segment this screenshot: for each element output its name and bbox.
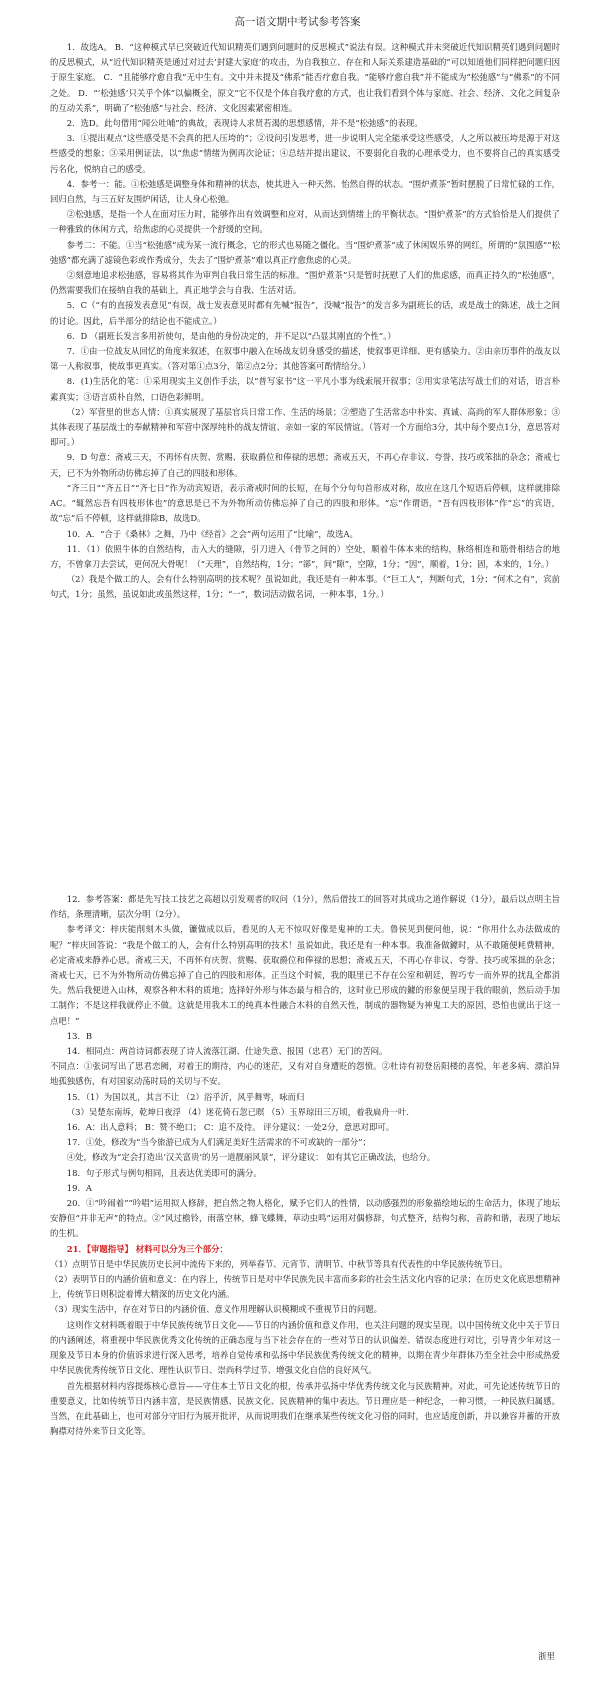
- answer-4d: ②刻意地追求松弛感，容易将其作为审判自我日常生活的标准。“围炉煮茶”只是暂时抚慰了人们的焦虑感，而真正持久的“松弛感”，仍然需要我们在接纳自我的基础上，真正地学会与自我、生活对话。: [50, 270, 560, 296]
- page-footer: 浙里: [537, 1652, 555, 1662]
- answer-18: 18．句子形式与例句相同，且表达优美即可的满分。: [66, 1167, 262, 1178]
- answer-4c: 参考二：不能。①当“松弛感”成为某一流行概念，它的形式也易随之僵化。当“围炉煮茶”成了休闲娱乐界的网红，所谓的“氛围感”“松弛感”都充满了滤镜色彩或作秀成分，失去了“围炉煮茶”难以真正疗愈焦虑的心灵。: [50, 239, 560, 265]
- answer-4a: 4．参考一：能。①松弛感是调整身体和精神的状态，使其进入一种天然、怡然自得的状态。“围炉煮茶”暂时摆脱了日常忙碌的工作，回归自然，与三五好友围炉闲话，让人身心松弛。: [50, 178, 560, 205]
- answer-9b: “齐三日”“齐五日”“齐七日”作为动宾短语，表示斋戒时间的长短，在每个分句句首形成对称，故应在这几个短语后停顿，这样就排除AC。“辄然忘吾有四枝形体也”的意思是已不为外物所动仿佛忘掉了自己的四肢和形体。“忘”作谓语，“吾有四枝形体”作“忘”的宾语，故“忘”后不停顿，这样就排除B，故选D。: [50, 482, 560, 524]
- answer-21-analysis: 这则作文材料既着眼于中华民族传统节日文化——节日的内涵价值和意义作用，也关注问题的现实呈现。以中国传统文化中关于节日的内涵阐述，将重视中华民族优秀文化传统的正确态度与当下社会存在的一些对节日的认识偏差、错误态度进行对比，引导青少年对这一现象及节日本身的价值诉求进行深入思考，培养自觉传承和弘扬中华民族优秀传统文化的精神，以期在青少年群体乃至全社会中形成热爱中华民族优秀传统节日文化、理性认识节日、崇尚科学过节、增强文化自信的良好风气。: [50, 1319, 560, 1376]
- answer-20: 20．①“吟闹着”“吟唱”运用拟人修辞，把自然之物人格化，赋予它们人的性情，以动感强烈的形象描绘地坛的生命活力，体现了地坛安静但“并非无声”的特点。②“风过檐铃，雨落空林，蜂飞蝶舞，草动虫鸣”运用对偶修辞，句式整齐，结构匀称，音韵和谐，表现了地坛的生机。: [50, 1198, 560, 1239]
- answer-21-point-3: （3）现实生活中，存在对节日的内涵价值、意义作用理解认识模糊或不重视节日的问题。: [50, 1304, 382, 1315]
- answer-12: 12．参考答案：都是先写技工技艺之高超以引发观者的叹问（1分），然后借技工的回答对其成功之道作解说（1分），最后以点明主旨作结，条理清晰，层次分明（2分）。: [50, 894, 560, 920]
- answers-part-1: [50, 40, 560, 603]
- answer-6: 6．D （副班长发言多用祈使句，是由他的身份决定的，并不足以“凸显其刚直的个性”。）: [66, 330, 396, 341]
- answer-16: 16．A：出人意料； B：赞不绝口； C：追不及待。 评分建议：一处2分，意思对即可。: [66, 1122, 395, 1133]
- answer-15b: （3）吴楚东南坼，乾坤日夜浮 （4）迷花倚石忽已暝 （5）玉界琼田三万顷，着我扁舟一叶．: [66, 1106, 415, 1117]
- answer-21-heading: 21．【审题指导】 材料可以分为三个部分：: [66, 1243, 228, 1254]
- answer-14b: 不同点：①张词写出了思君恋阙，对着王的期待，内心的迷茫，又有对自身遭贬的怨愤。②杜诗有初登岳阳楼的喜悦，年老多病、漂泊异地孤独感伤，有对国家动荡时局的关切与不安。: [50, 1061, 560, 1087]
- document-title: 高一语文期中考试参考答案: [234, 16, 361, 28]
- answer-10: 10．A．“合于《桑林》之舞，乃中《经首》之会”两句运用了“比喻”，故选A。: [66, 528, 358, 539]
- answer-9a: 9．D 句意：斋戒三天，不再怀有庆贺、赏赐、获取爵位和俸禄的思想；斋戒五天，不再心存非议、夸誉、技巧或笨拙的杂念；斋戒七天，已不为外物所动仿佛忘掉了自己的四肢和形体。: [50, 452, 560, 478]
- answer-5: 5．C（“有的直接发表意见”有误，战士发表意见时都有先喊“报告”，没喊“报告”的发言多为副班长的话，或是战士的陈述，战士之间的讨论。因此，后半部分的结论也不能成立。）: [50, 300, 560, 326]
- answer-21-point-2: （2）表明节日的内涵价值和意义：在内容上，传统节日是对中华民族先民丰富而多彩的社会生活文化内容的记录；在历史文化底思想精神上，传统节日则积淀着博大精深的历史文化内涵。: [50, 1274, 560, 1300]
- answer-8b: （2）军营里的世态人情：①真实展现了基层官兵日常工作、生活的场景；②塑造了生活常态中朴实、真诚、高尚的军人群体形象；③其体表现了基层战士的奉献精神和军营中深厚纯朴的战友情谊、亲如一家的军民情谊。（答对一个方面给3分，其中每个要点1分，意思答对即可。）: [50, 406, 560, 448]
- answer-13: 13．B: [66, 1030, 92, 1041]
- answer-2: 2．选D。此句借用“闻公吐哺”的典故，表现诗人求贤若渴的思想感情，并不是“松弛感”的表现。: [66, 118, 423, 129]
- answer-7: 7．①由一位战友从回忆的角度来叙述，在叙事中融入在场战友切身感受的描述，使叙事更详细、更有感染力。②由亲历事件的战友以第一人称叙事，使故事更真实。（答对第①点3分，第②点2分；其他答案可酌情给分。）: [50, 346, 560, 372]
- answer-21-point-1: （1）点明节日是中华民族历史长河中流传下来的，列举春节、元宵节、清明节、中秋节等具有代表性的中华民族传统节日。: [50, 1258, 508, 1269]
- answer-1: 1．故选A。 B．“这种模式早已突破近代知识精英们遇到问题时的反思模式”说法有误。这种模式并未突破近代知识精英们遇到问题时的反思模式，从“近代知识精英是通过对过去‘封建大家庭’的攻击，为自我独立、存在和人际关系建造基础的”可以知道他们同样把问题归因于原生家庭。 C．“且能够疗愈自我”无中生有。文中并未提及“佛系”能否疗愈自我。“能够疗愈自我”并不能成为“松弛感”与“佛系”的不同之处。 D．“‘松弛感’只关乎个体”以偏概全，原文“它不仅是个体自我疗愈的方式，也让我们看到个体与家庭、社会、经济、文化之间复杂的互动关系”，明确了“松弛感”与社会、经济、文化因素紧密相连。: [50, 42, 560, 113]
- answer-4b: ②松弛感，是指一个人在面对压力时，能够作出有效调整和应对，从而达到情绪上的平衡状态。“围炉煮茶”的方式恰恰是人们提供了一种雅致的休闲方式，给焦虑的心灵提供一个舒缓的空间。: [50, 209, 560, 235]
- answer-14a: 14．相同点：两首诗词都表现了诗人流落江湖、仕途失意、报国（忠君）无门的苦闷。: [66, 1046, 388, 1057]
- answer-11a: 11．（1）依照牛体的自然结构，击入大的缝隙，引刀进入（骨节之间的）空处，顺着牛体本来的结构，脉络相连和筋骨相结合的地方，不曾拿刀去尝试，更何况大骨呢！（“天理”，自然结构，1分；“郤”，间“隙”，空隙，1分；“因”，顺着，1分；固，本来的，1分。）: [50, 543, 560, 569]
- answer-12-translation: 参考译文：梓庆能削刻木头做，镰做成以后，看见的人无不惊叹好像是鬼神的工夫。鲁侯见到便问他，说：“你用什么办法做成的呢？”梓庆回答说：“我是个做工的人，会有什么特别高明的技术！虽说如此，我还是有一种本事。我准备做鐻时，从不敢随便耗费精神，必定斋戒来静养心思。斋戒三天，不再怀有庆贺、赏赐、获取爵位和俸禄的思想；斋戒五天，不再心存非议、夸誉、技巧或笨拙的杂念；斋戒七天，已不为外物所动仿佛忘掉了自己的四肢和形体。正当这个时候，我的眼里已不存在公室和朝廷，智巧专一而外界的扰乱全都消失。然后我便进入山林，观察各种木料的质地；选择好外形与体态最与相合的，这时业已形成的鐻的形象便呈现于我的眼前，然后动手加工制作；不是这样我就停止不做。这就是用我木工的纯真本性融合木料的自然天性，制成的器物疑为神鬼工夫的原因，恐怕也就出于这一点吧！”: [50, 924, 560, 1026]
- answer-8a: 8．(1)生活化的笔：①采用现实主义创作手法，以“普写家书”这一平凡小事为线索展开叙事；②用实录笔法写战士们的对话，语言朴素真实；③语言质朴自然，口语色彩鲜明。: [50, 376, 560, 402]
- answer-19: 19．A: [66, 1182, 92, 1193]
- answers-part-2: [50, 892, 560, 1439]
- answer-3: 3．①提出观点“这些感受是不会真的把人压垮的”；②设问引发思考，进一步说明人完全能承受这些感受，人之所以被压垮是源于对这些感受的想象；③采用例证法，以“焦虑”情绪为例再次论证；④总结并提出建议，不要弱化自我的心理承受力，也不要将自己的真实感受污名化，悦纳自己的感受。: [50, 133, 560, 174]
- answer-15a: 15．（1）为国以礼，其言不让 （2）浴乎沂，风乎舞雩，咏而归: [66, 1091, 305, 1102]
- answer-17a: 17．①处，修改为“当今旅游已成为人们满足美好生活需求的不可或缺的一部分”；: [66, 1137, 371, 1148]
- answer-17b: ④处，修改为“定会打造出‘汉关富贵’的另一道靓丽风景”，评分建议： 如有其它正确改法，也给分。: [66, 1152, 436, 1163]
- answer-21-guidance: 首先根据材料内容提炼核心意旨——守住本土节日文化的根，传承并弘扬中华优秀传统文化与民族精神。对此，可先论述传统节日的重要意义，比如传统节日内涵丰富，是民族情感、民族文化、民族精神的集中表达。节日理应是一种纪念，一种习惯，一种民族归属感。当然，在此基础上，也可对部分守旧行为展开批评，从而说明我们在继承某些传统文化习俗的同时，也应适度创新，并以兼容并蓄的开放胸襟对待外来节日文化等。: [50, 1380, 560, 1437]
- answer-11b: （2）我是个做工的人，会有什么特别高明的技术呢？虽说如此，我还是有一种本事。（“巨工人”，判断句式，1分；“何术之有”，宾前句式，1分；虽然，虽说如此或虽然这样，1分；“一”，数词活动做名词，一种本事，1分。）: [50, 574, 560, 600]
